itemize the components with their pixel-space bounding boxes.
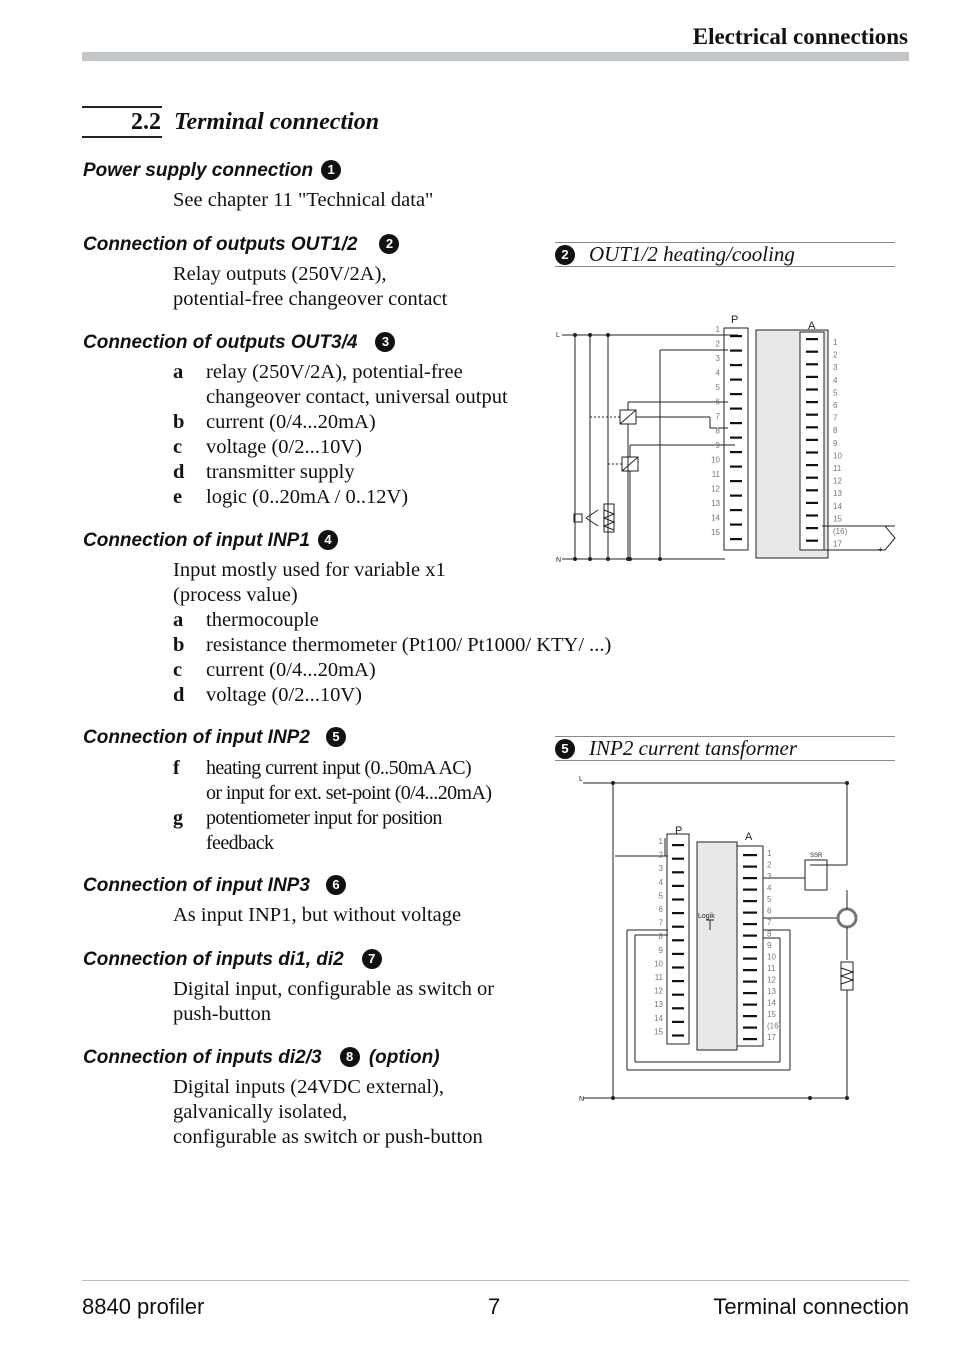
terminal-pin-label: 5 bbox=[658, 891, 663, 901]
terminal-contact bbox=[730, 364, 742, 366]
terminal-pin-label: 9 bbox=[715, 441, 720, 450]
terminal-contact bbox=[743, 992, 757, 994]
item-text: voltage (0/2...10V) bbox=[206, 684, 362, 706]
heading-outputs-out1-2 bbox=[83, 234, 399, 256]
section-number-rule-bottom bbox=[82, 136, 162, 138]
terminal-pin-label: 12 bbox=[767, 975, 776, 985]
terminal-pin-label: 4 bbox=[767, 883, 772, 893]
badge-6: 6 bbox=[326, 875, 346, 895]
terminal-contact bbox=[730, 335, 742, 337]
body-line: potential-free changeover contact bbox=[173, 288, 448, 310]
fig2-label-ssr: SSR bbox=[810, 853, 823, 859]
terminal-contact bbox=[730, 393, 742, 395]
terminal-pin-label: 4 bbox=[658, 877, 663, 887]
fig2-label-p: P bbox=[675, 825, 683, 837]
terminal-pin-label: 5 bbox=[715, 383, 720, 392]
item-text: thermocouple bbox=[206, 609, 319, 631]
body-line: (process value) bbox=[173, 584, 298, 606]
terminal-contact bbox=[730, 422, 742, 424]
item-text: logic (0..20mA / 0..12V) bbox=[206, 486, 409, 508]
heading-suffix: (option) bbox=[368, 1047, 440, 1068]
terminal-contact bbox=[806, 489, 818, 491]
terminal-pin-label: 1 bbox=[767, 849, 772, 858]
badge-8: 8 bbox=[340, 1047, 360, 1067]
item-letter: c bbox=[173, 436, 183, 458]
terminal-contact bbox=[743, 866, 757, 868]
terminal-contact bbox=[730, 538, 742, 540]
terminal-pin-label: 11 bbox=[833, 464, 842, 473]
fig1-label-n: N bbox=[556, 557, 562, 564]
terminal-pin-label: 3 bbox=[715, 354, 720, 363]
terminal-contact bbox=[806, 351, 818, 353]
fig2-label-l: L bbox=[579, 776, 583, 783]
terminal-pin-label: 2 bbox=[658, 850, 663, 860]
body-line: Relay outputs (250V/2A), bbox=[173, 263, 387, 285]
figure-2-bottom-rule bbox=[555, 760, 895, 761]
terminal-pin-label: 1 bbox=[715, 325, 720, 334]
terminal-pin-label: 10 bbox=[654, 959, 663, 969]
item-text: potentiometer input for position bbox=[206, 807, 442, 829]
section-number-rule-top bbox=[82, 106, 162, 108]
terminal-pin-label: 15 bbox=[654, 1027, 663, 1037]
terminal-contact bbox=[730, 466, 742, 468]
terminal-pin-label: 6 bbox=[767, 906, 772, 916]
figure-2-badge: 5 bbox=[555, 739, 575, 759]
terminal-contact bbox=[806, 540, 818, 542]
terminal-contact bbox=[672, 1021, 684, 1023]
fig2-label-n: N bbox=[579, 1096, 585, 1103]
item-text: resistance thermometer (Pt100/ Pt1000/ KTY/ ...) bbox=[206, 634, 612, 656]
terminal-contact bbox=[672, 858, 684, 860]
terminal-pin-label: 9 bbox=[833, 438, 838, 448]
out1-2-wiring-diagram bbox=[550, 310, 910, 570]
terminal-pin-label: 6 bbox=[833, 401, 838, 410]
heading-text: Connection of inputs di2/3 bbox=[83, 1047, 322, 1068]
item-letter: b bbox=[173, 411, 185, 433]
terminal-pin-label: 10 bbox=[767, 952, 776, 962]
fig1-label-p: P bbox=[731, 314, 739, 326]
terminal-pin-label: 15 bbox=[767, 1010, 776, 1019]
terminal-pin-label: 4 bbox=[715, 368, 720, 378]
terminal-pin-label: 12 bbox=[833, 476, 842, 486]
terminal-pin-label: 8 bbox=[658, 932, 663, 942]
badge-3: 3 bbox=[375, 332, 395, 352]
figure-1-caption bbox=[555, 242, 795, 267]
terminal-pin-label: 5 bbox=[833, 388, 838, 398]
terminal-pin-label: 7 bbox=[767, 918, 772, 927]
fig1-label-plus: + bbox=[878, 545, 883, 554]
di2-3-body bbox=[173, 1075, 483, 1150]
fig1-label-a: A bbox=[808, 320, 816, 332]
terminal-contact bbox=[806, 527, 818, 529]
heading-outputs-out3-4 bbox=[83, 332, 395, 354]
terminal-pin-label: 8 bbox=[767, 929, 772, 939]
terminal-contact bbox=[672, 1007, 684, 1009]
terminal-pin-label: 11 bbox=[711, 470, 720, 479]
inp1-body bbox=[173, 558, 446, 608]
terminal-pin-label: 13 bbox=[654, 1000, 663, 1010]
terminal-contact bbox=[730, 350, 742, 352]
item-text: relay (250V/2A), potential-free bbox=[206, 361, 463, 383]
terminal-contact bbox=[730, 437, 742, 439]
heading-input-inp1 bbox=[83, 530, 338, 552]
body-line: As input INP1, but without voltage bbox=[173, 904, 462, 926]
terminal-contact bbox=[743, 981, 757, 983]
terminal-contact bbox=[806, 439, 818, 441]
section-title: Terminal connection bbox=[174, 109, 380, 135]
terminal-contact bbox=[743, 1027, 757, 1029]
terminal-pin-label: 15 bbox=[711, 528, 720, 537]
terminal-contact bbox=[730, 379, 742, 381]
item-letter: d bbox=[173, 684, 185, 706]
item-letter: a bbox=[173, 361, 184, 383]
terminal-pin-label: 15 bbox=[833, 514, 842, 524]
terminal-contact bbox=[672, 885, 684, 887]
terminal-contact bbox=[743, 1038, 757, 1040]
heading-power-supply bbox=[83, 160, 341, 182]
terminal-contact bbox=[743, 900, 757, 902]
fig2-label-logic: Logik bbox=[698, 913, 715, 920]
badge-1: 1 bbox=[321, 160, 341, 180]
heading-text: Connection of input INP2 bbox=[83, 727, 310, 748]
terminal-pin-label: 13 bbox=[833, 489, 842, 499]
badge-5: 5 bbox=[326, 727, 346, 747]
terminal-pin-label: 5 bbox=[767, 895, 772, 904]
figure-1-badge: 2 bbox=[555, 245, 575, 265]
terminal-contact bbox=[730, 509, 742, 511]
heading-inputs-di1-di2 bbox=[83, 949, 382, 971]
terminal-contact bbox=[672, 898, 684, 900]
terminal-pin-label: 14 bbox=[711, 513, 720, 523]
heading-text: Connection of input INP3 bbox=[83, 875, 310, 896]
terminal-pin-label: 14 bbox=[654, 1013, 663, 1023]
item-letter: g bbox=[173, 807, 183, 829]
terminal-contact bbox=[806, 401, 818, 403]
terminal-pin-label: 2 bbox=[833, 350, 838, 360]
terminal-contact bbox=[730, 524, 742, 526]
terminal-pin-label: 1 bbox=[833, 338, 838, 347]
terminal-contact bbox=[806, 388, 818, 390]
terminal-contact bbox=[743, 946, 757, 948]
item-text: or input for ext. set-point (0/4...20mA) bbox=[206, 782, 492, 804]
figure-2-caption bbox=[555, 736, 797, 761]
terminal-contact bbox=[806, 363, 818, 365]
terminal-contact bbox=[806, 514, 818, 516]
heading-text: Connection of outputs OUT1/2 bbox=[83, 234, 358, 255]
body-line: Digital input, configurable as switch or bbox=[173, 978, 495, 1000]
terminal-contact bbox=[806, 477, 818, 479]
terminal-pin-label: 11 bbox=[767, 964, 776, 973]
terminal-pin-label: (16) bbox=[767, 1021, 782, 1031]
terminal-contact bbox=[672, 980, 684, 982]
terminal-contact bbox=[743, 923, 757, 925]
terminal-contact bbox=[743, 958, 757, 960]
terminal-pin-label: 9 bbox=[658, 945, 663, 955]
body-line: galvanically isolated, bbox=[173, 1101, 348, 1123]
terminal-pin-label: 13 bbox=[767, 987, 776, 996]
item-text: current (0/4...20mA) bbox=[206, 411, 376, 433]
terminal-contact bbox=[672, 926, 684, 928]
terminal-contact bbox=[672, 939, 684, 941]
terminal-contact bbox=[806, 464, 818, 466]
terminal-contact bbox=[806, 426, 818, 428]
terminal-contact bbox=[806, 502, 818, 504]
terminal-pin-label: 2 bbox=[767, 860, 772, 870]
footer-section-title: Terminal connection bbox=[713, 1294, 909, 1319]
item-text: heating current input (0..50mA AC) bbox=[206, 757, 472, 779]
terminal-pin-label: 3 bbox=[767, 872, 772, 881]
terminal-pin-label: 12 bbox=[711, 484, 720, 494]
body-line: Input mostly used for variable x1 bbox=[173, 559, 446, 581]
terminal-pin-label: 14 bbox=[833, 501, 842, 511]
terminal-contact bbox=[672, 994, 684, 996]
page-header-title: Electrical connections bbox=[692, 24, 908, 49]
body-line: See chapter 11 "Technical data" bbox=[173, 189, 434, 211]
fig1-label-l: L bbox=[556, 332, 560, 339]
terminal-contact bbox=[743, 935, 757, 937]
heading-text: Connection of inputs di1, di2 bbox=[83, 949, 344, 970]
terminal-pin-label: (16) bbox=[833, 527, 848, 536]
terminal-pin-label: 10 bbox=[833, 451, 842, 461]
item-letter: c bbox=[173, 659, 183, 681]
footer-rule bbox=[82, 1280, 909, 1281]
inp2-wiring-diagram bbox=[575, 770, 875, 1110]
item-letter: e bbox=[173, 486, 183, 508]
terminal-contact bbox=[806, 376, 818, 378]
terminal-pin-label: 9 bbox=[767, 941, 772, 950]
terminal-contact bbox=[806, 414, 818, 416]
heading-text: Connection of outputs OUT3/4 bbox=[83, 332, 358, 353]
terminal-contact bbox=[672, 844, 684, 846]
terminal-pin-label: 17 bbox=[767, 1033, 776, 1042]
badge-2: 2 bbox=[379, 234, 399, 254]
terminal-pin-label: 14 bbox=[767, 998, 776, 1008]
heading-text: Connection of input INP1 bbox=[83, 530, 310, 551]
terminal-pin-label: 13 bbox=[711, 499, 720, 508]
terminal-contact bbox=[743, 889, 757, 891]
terminal-contact bbox=[743, 1015, 757, 1017]
terminal-contact bbox=[743, 877, 757, 879]
terminal-contact bbox=[743, 854, 757, 856]
footer-page-number: 7 bbox=[488, 1294, 501, 1319]
figure-1-bottom-rule bbox=[555, 266, 895, 267]
terminal-pin-label: 7 bbox=[715, 412, 720, 421]
terminal-contact bbox=[672, 966, 684, 968]
terminal-pin-label: 6 bbox=[658, 905, 663, 914]
terminal-contact bbox=[730, 480, 742, 482]
di1-di2-body bbox=[173, 977, 494, 1027]
item-letter: d bbox=[173, 461, 185, 483]
figure-2-caption-text: INP2 current tansformer bbox=[589, 736, 798, 760]
header-rule bbox=[82, 52, 909, 61]
body-line: push-button bbox=[173, 1003, 271, 1025]
terminal-pin-label: 7 bbox=[833, 413, 838, 423]
terminal-pin-label: 7 bbox=[658, 918, 663, 928]
terminal-pin-label: 17 bbox=[833, 539, 842, 549]
heading-text: Power supply connection bbox=[83, 160, 314, 181]
item-text: current (0/4...20mA) bbox=[206, 659, 376, 681]
terminal-contact bbox=[743, 912, 757, 914]
heading-inputs-di2-3 bbox=[83, 1047, 440, 1069]
terminal-pin-label: 8 bbox=[833, 426, 838, 436]
terminal-contact bbox=[806, 451, 818, 453]
terminal-pin-label: 4 bbox=[833, 375, 838, 385]
item-text: voltage (0/2...10V) bbox=[206, 436, 362, 458]
badge-7: 7 bbox=[362, 949, 382, 969]
terminal-pin-label: 3 bbox=[658, 864, 663, 874]
figure-1-caption-text: OUT1/2 heating/cooling bbox=[589, 242, 795, 266]
terminal-contact bbox=[672, 871, 684, 873]
terminal-contact bbox=[806, 338, 818, 340]
terminal-contact bbox=[730, 408, 742, 410]
out1-2-body bbox=[173, 262, 447, 312]
terminal-pin-label: 3 bbox=[833, 363, 838, 373]
inp3-body bbox=[173, 903, 461, 928]
terminal-pin-label: 2 bbox=[715, 339, 720, 349]
power-supply-body bbox=[173, 188, 433, 213]
body-line: Digital inputs (24VDC external), bbox=[173, 1076, 445, 1098]
body-line: configurable as switch or push-button bbox=[173, 1126, 483, 1148]
item-letter: f bbox=[173, 757, 180, 779]
terminal-contact bbox=[743, 1004, 757, 1006]
heading-input-inp3 bbox=[83, 875, 346, 897]
footer-document-title: 8840 profiler bbox=[82, 1294, 205, 1319]
item-text: transmitter supply bbox=[206, 461, 355, 483]
terminal-pin-label: 10 bbox=[711, 455, 720, 465]
terminal-contact bbox=[672, 953, 684, 955]
terminal-contact bbox=[730, 451, 742, 453]
terminal-pin-label: 11 bbox=[654, 973, 663, 982]
item-letter: a bbox=[173, 609, 184, 631]
item-letter: b bbox=[173, 634, 185, 656]
terminal-contact bbox=[730, 495, 742, 497]
terminal-pin-label: 1 bbox=[658, 837, 663, 846]
terminal-pin-label: 12 bbox=[654, 986, 663, 996]
terminal-pin-label: 8 bbox=[715, 426, 720, 436]
fig2-label-a: A bbox=[745, 831, 753, 843]
terminal-contact bbox=[672, 912, 684, 914]
section-number: 2.2 bbox=[131, 109, 161, 135]
terminal-contact bbox=[672, 1034, 684, 1036]
heading-input-inp2 bbox=[83, 727, 346, 749]
item-text: feedback bbox=[206, 832, 274, 854]
badge-4: 4 bbox=[318, 530, 338, 550]
terminal-contact bbox=[743, 969, 757, 971]
terminal-pin-label: 6 bbox=[715, 397, 720, 407]
item-text: changeover contact, universal output bbox=[206, 386, 508, 408]
